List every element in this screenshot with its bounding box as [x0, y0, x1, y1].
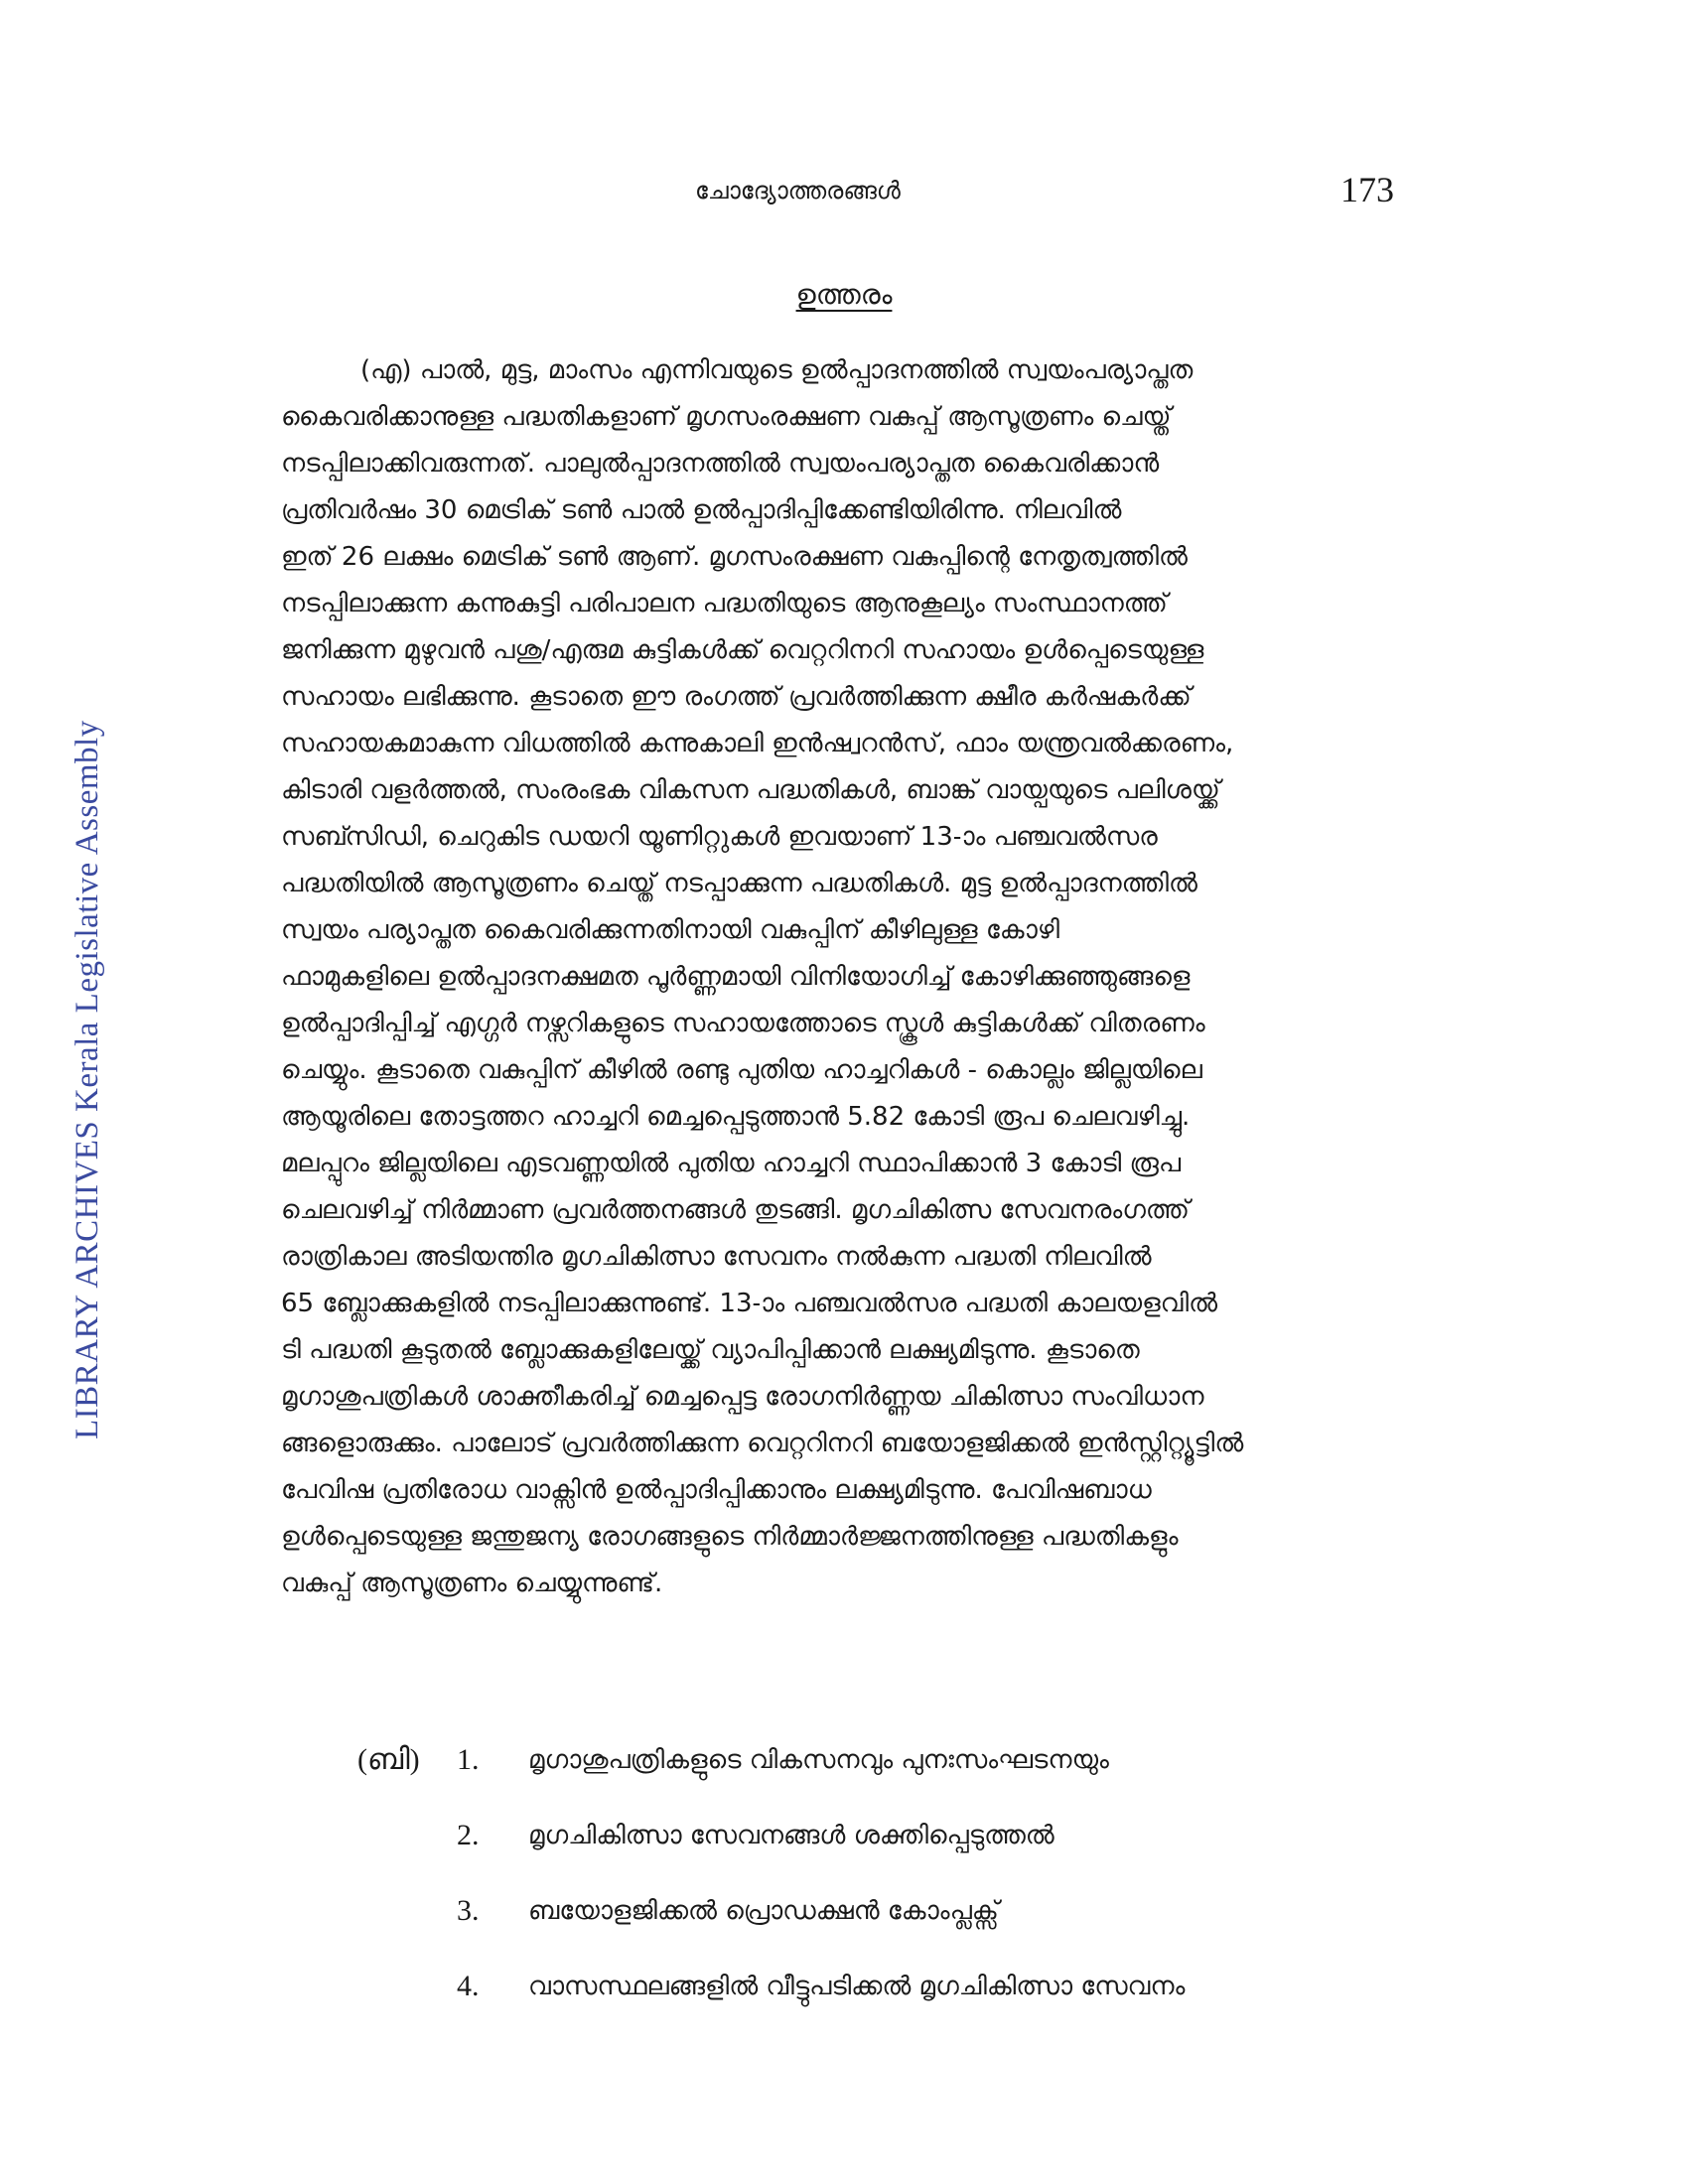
answer-heading: ഉത്തരം — [795, 278, 893, 311]
answer-line: ഫാമുകളിലെ ഉൽപ്പാദനക്ഷമത പൂർണ്ണമായി വിനിയോഗിച്ച് കോഴിക്കുഞ്ഞുങ്ങളെ — [281, 962, 1191, 992]
answer-line: സഹായം ലഭിക്കുന്നു. കൂടാതെ ഈ രംഗത്ത് പ്രവർത്തിക്കുന്ന ക്ഷീര കർഷകർക്ക് — [281, 682, 1192, 712]
page-number: 173 — [1340, 170, 1394, 209]
answer-line: നടപ്പിലാക്കുന്ന കന്നുകുട്ടി പരിപാലന പദ്ധതിയുടെ ആനുകൂല്യം സംസ്ഥാനത്ത് — [281, 589, 1168, 618]
answer-line: ഉൽപ്പാദിപ്പിച്ച് എഗ്ഗർ നഴ്സറികളുടെ സഹായത്തോടെ സ്കൂൾ കുട്ടികൾക്ക് വിതരണം — [281, 1009, 1205, 1038]
numbered-list — [357, 1743, 1400, 2045]
list-item-text: മൃഗചികിത്സാ സേവനങ്ങൾ ശക്തിപ്പെടുത്തൽ — [528, 1821, 1055, 1850]
answer-line: ങ്ങളൊരുക്കും. പാലോട് പ്രവർത്തിക്കുന്ന വെറ്ററിനറി ബയോളജിക്കൽ ഇൻസ്റ്റിറ്റ്യൂട്ടിൽ — [281, 1429, 1244, 1458]
answer-line: മൃഗാശുപത്രികൾ ശാക്തീകരിച്ച് മെച്ചപ്പെട്ട രോഗനിർണ്ണയ ചികിത്സാ സംവിധാന — [281, 1382, 1204, 1412]
answer-line: ടി പദ്ധതി കൂടുതൽ ബ്ലോക്കുകളിലേയ്ക്ക് വ്യാപിപ്പിക്കാൻ ലക്ഷ്യമിടുന്നു. കൂടാതെ — [281, 1335, 1140, 1365]
list-item-text: ബയോളജിക്കൽ പ്രൊഡക്ഷൻ കോംപ്ലക്സ് — [528, 1896, 999, 1926]
answer-line: കൈവരിക്കാനുള്ള പദ്ധതികളാണ് മൃഗസംരക്ഷണ വകുപ്പ് ആസൂത്രണം ചെയ്ത് — [281, 402, 1172, 432]
list-item-number: 3. — [457, 1894, 480, 1927]
answer-line: പദ്ധതിയിൽ ആസൂത്രണം ചെയ്ത് നടപ്പാക്കുന്ന പദ്ധതികൾ. മുട്ട ഉൽപ്പാദനത്തിൽ — [281, 869, 1198, 898]
list-item — [357, 1743, 1400, 1819]
answer-line: സഹായകമാകുന്ന വിധത്തിൽ കന്നുകാലി ഇൻഷ്വറൻസ്, ഫാം യന്ത്രവൽക്കരണം, — [281, 729, 1234, 758]
list-item-number: 2. — [457, 1819, 480, 1851]
answer-line: പ്രതിവർഷം 30 മെട്രിക് ടൺ പാൽ ഉൽപ്പാദിപ്പിക്കേണ്ടിയിരിന്നു. നിലവിൽ — [281, 495, 1122, 525]
answer-line: സബ്സിഡി, ചെറുകിട ഡയറി യൂണിറ്റുകൾ ഇവയാണ് 13-ാം പഞ്ചവൽസര — [281, 822, 1158, 852]
running-header — [0, 169, 1688, 208]
answer-line: സ്വയം പര്യാപ്തത കൈവരിക്കുന്നതിനായി വകുപ്പിന് കീഴിലുള്ള കോഴി — [281, 915, 1060, 945]
list-item — [357, 1819, 1400, 1894]
answer-line: ചെലവഴിച്ച് നിർമ്മാണ പ്രവർത്തനങ്ങൾ തുടങ്ങി. മൃഗചികിത്സ സേവനരംഗത്ത് — [281, 1195, 1190, 1225]
answer-line: ജനിക്കുന്ന മുഴുവൻ പശു/എരുമ കുട്ടികൾക്ക് വെറ്ററിനറി സഹായം ഉൾപ്പെടെയുള്ള — [281, 635, 1204, 665]
running-title: ചോദ്യോത്തരങ്ങൾ — [695, 177, 901, 205]
answer-line: രാത്രികാല അടിയന്തിര മൃഗചികിത്സാ സേവനം നൽകുന്ന പദ്ധതി നിലവിൽ — [281, 1242, 1152, 1272]
answer-line: ആയൂരിലെ തോട്ടത്തറ ഹാച്ചറി മെച്ചപ്പെടുത്താൻ 5.82 കോടി രൂപ ചെലവഴിച്ചു. — [281, 1102, 1191, 1132]
list-item-number: 4. — [457, 1970, 480, 2002]
answer-line: ചെയ്യും. കൂടാതെ വകുപ്പിന് കീഴിൽ രണ്ടു പുതിയ ഹാച്ചറികൾ - കൊല്ലം ജില്ലയിലെ — [281, 1055, 1202, 1085]
archive-watermark: LIBRARY ARCHIVES Kerala Legislative Assembly — [70, 720, 105, 1439]
list-item-text: മൃഗാശുപത്രികളുടെ വികസനവും പുനഃസംഘടനയും — [528, 1745, 1109, 1775]
answer-line: നടപ്പിലാക്കിവരുന്നത്. പാലുൽപ്പാദനത്തിൽ സ്വയംപര്യാപ്തത കൈവരിക്കാൻ — [281, 449, 1160, 478]
answer-line: (എ) പാൽ, മുട്ട, മാംസം എന്നിവയുടെ ഉൽപ്പാദനത്തിൽ സ്വയംപര്യാപ്തത — [360, 355, 1194, 385]
list-item-number: 1. — [457, 1743, 480, 1776]
list-item — [357, 1894, 1400, 1970]
answer-line: 65 ബ്ലോക്കുകളിൽ നടപ്പിലാക്കുന്നുണ്ട്. 13-ാം പഞ്ചവൽസര പദ്ധതി കാലയളവിൽ — [281, 1289, 1218, 1318]
answer-line: കിടാരി വളർത്തൽ, സംരംഭക വികസന പദ്ധതികൾ, ബാങ്ക് വായ്പയുടെ പലിശയ്ക്ക് — [281, 775, 1220, 805]
list-item — [357, 1970, 1400, 2045]
answer-line: ഇത് 26 ലക്ഷം മെട്രിക് ടൺ ആണ്. മൃഗസംരക്ഷണ വകുപ്പിന്റെ നേതൃത്വത്തിൽ — [281, 542, 1188, 572]
answer-line: പേവിഷ പ്രതിരോധ വാക്സിൻ ഉൽപ്പാദിപ്പിക്കാനും ലക്ഷ്യമിടുന്നു. പേവിഷബാധ — [281, 1475, 1152, 1505]
list-section-marker: (ബി) — [357, 1743, 420, 1776]
list-item-text: വാസസ്ഥലങ്ങളിൽ വീട്ടുപടിക്കൽ മൃഗചികിത്സാ സേവനം — [528, 1972, 1186, 2001]
answer-body — [281, 347, 1405, 1607]
answer-line: വകുപ്പ് ആസൂത്രണം ചെയ്യുന്നുണ്ട്. — [281, 1569, 663, 1598]
answer-line: മലപ്പുറം ജില്ലയിലെ എടവണ്ണയിൽ പുതിയ ഹാച്ചറി സ്ഥാപിക്കാൻ 3 കോടി രൂപ — [281, 1149, 1182, 1178]
answer-line: ഉൾപ്പെടെയുള്ള ജന്തുജന്യ രോഗങ്ങളുടെ നിർമ്മാർജ്ജനത്തിനുള്ള പദ്ധതികളും — [281, 1522, 1179, 1552]
